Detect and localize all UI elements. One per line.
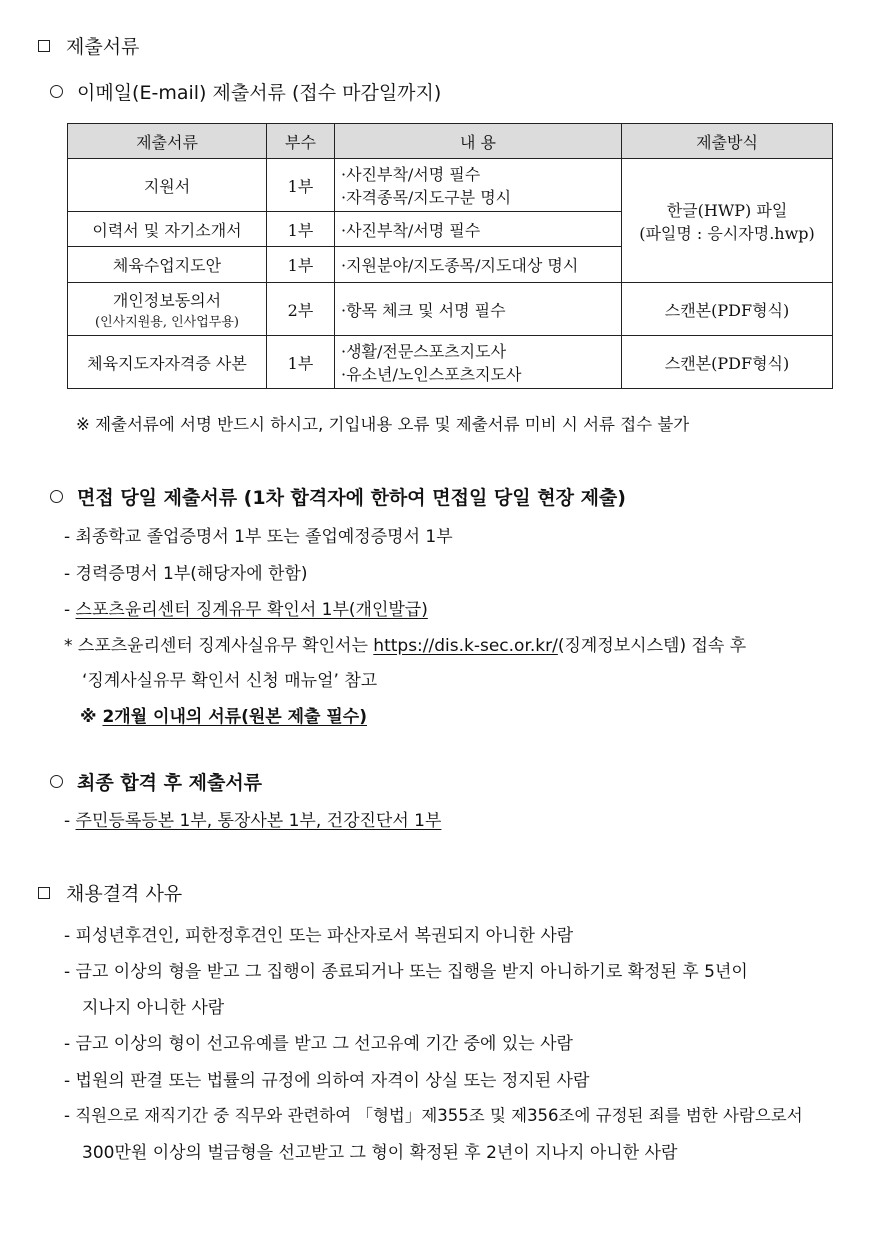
doc-cell: 체육수업지도안 — [68, 247, 267, 283]
count-cell: 1부 — [267, 336, 335, 389]
email-documents-heading: 이메일(E-mail) 제출서류 (접수 마감일까지) — [50, 78, 441, 105]
content-cell: ·사진부착/서명 필수 ·자격종목/지도구분 명시 — [335, 159, 622, 212]
circle-bullet-icon — [50, 490, 63, 503]
square-bullet-icon — [38, 887, 50, 899]
section-heading-documents: 제출서류 — [38, 32, 139, 59]
email-note: ※ 제출서류에 서명 반드시 하시고, 기입내용 오류 및 제출서류 미비 시 서류 접수 불가 — [76, 415, 690, 434]
square-bullet-icon — [38, 40, 50, 52]
warning-note: ※ 2개월 이내의 서류(원본 제출 필수) — [80, 707, 367, 727]
list-item: - 직원으로 재직기간 중 직무와 관련하여 「형법」제355조 및 제356조에 규정된 죄를 범한 사람으로서 — [64, 1106, 803, 1125]
doc-cell: 이력서 및 자기소개서 — [68, 212, 267, 247]
count-cell: 1부 — [267, 212, 335, 247]
interview-documents-heading: 면접 당일 제출서류 (1차 합격자에 한하여 면접일 당일 현장 제출) — [50, 483, 626, 510]
table-row — [68, 283, 833, 336]
list-item: - 피성년후견인, 피한정후견인 또는 파산자로서 복권되지 아니한 사람 — [64, 926, 574, 946]
table-row — [68, 336, 833, 389]
content-cell: ·지원분야/지도종목/지도대상 명시 — [335, 247, 622, 283]
documents-table — [67, 123, 833, 389]
list-item: - 스포츠윤리센터 징계유무 확인서 1부(개인발급) — [64, 600, 428, 620]
list-item: - 금고 이상의 형이 선고유예를 받고 그 선고유예 기간 중에 있는 사람 — [64, 1034, 573, 1054]
doc-cell: 체육지도자자격증 사본 — [68, 336, 267, 389]
table-header-row — [68, 124, 833, 159]
method-cell: 한글(HWP) 파일 (파일명 : 응시자명.hwp) — [622, 159, 833, 283]
count-cell: 1부 — [267, 247, 335, 283]
final-documents-heading: 최종 합격 후 제출서류 — [50, 768, 262, 795]
list-item: - 법원의 판결 또는 법률의 규정에 의하여 자격이 상실 또는 정지된 사람 — [64, 1071, 590, 1091]
list-item: - 주민등록등본 1부, 통장사본 1부, 건강진단서 1부 — [64, 811, 442, 831]
method-cell: 스캔본(PDF형식) — [622, 283, 833, 336]
circle-bullet-icon — [50, 775, 63, 788]
section-heading-disqualification: 채용결격 사유 — [38, 879, 182, 906]
doc-cell: 개인정보동의서 (인사지원용, 인사업무용) — [68, 283, 267, 336]
list-item: - 최종학교 졸업증명서 1부 또는 졸업예정증명서 1부 — [64, 527, 453, 547]
list-item: 지나지 아니한 사람 — [82, 998, 225, 1018]
header-cell: 제출방식 — [622, 124, 833, 159]
list-item: - 금고 이상의 형을 받고 그 집행이 종료되거나 또는 집행을 받지 아니하기로 확정된 후 5년이 — [64, 962, 748, 982]
doc-cell: 지원서 — [68, 159, 267, 212]
header-cell: 내 용 — [335, 124, 622, 159]
count-cell: 2부 — [267, 283, 335, 336]
list-item: - 경력증명서 1부(해당자에 한함) — [64, 564, 308, 584]
circle-bullet-icon — [50, 85, 63, 98]
ethics-system-link[interactable]: https://dis.k-sec.or.kr/ — [373, 636, 558, 656]
method-cell: 스캔본(PDF형식) — [622, 336, 833, 389]
content-cell: ·사진부착/서명 필수 — [335, 212, 622, 247]
table-row — [68, 159, 833, 212]
header-cell: 부수 — [267, 124, 335, 159]
count-cell: 1부 — [267, 159, 335, 212]
ethics-note-line2: ‘징계사실유무 확인서 신청 매뉴얼’ 참고 — [82, 671, 378, 691]
list-item: 300만원 이상의 벌금형을 선고받고 그 형이 확정된 후 2년이 지나지 아니한 사람 — [82, 1143, 678, 1163]
ethics-note: * 스포츠윤리센터 징계사실유무 확인서는 https://dis.k-sec.or.kr/(징계정보시스템) 접속 후 — [64, 636, 747, 656]
content-cell: ·항목 체크 및 서명 필수 — [335, 283, 622, 336]
content-cell: ·생활/전문스포츠지도사 ·유소년/노인스포츠지도사 — [335, 336, 622, 389]
header-cell: 제출서류 — [68, 124, 267, 159]
